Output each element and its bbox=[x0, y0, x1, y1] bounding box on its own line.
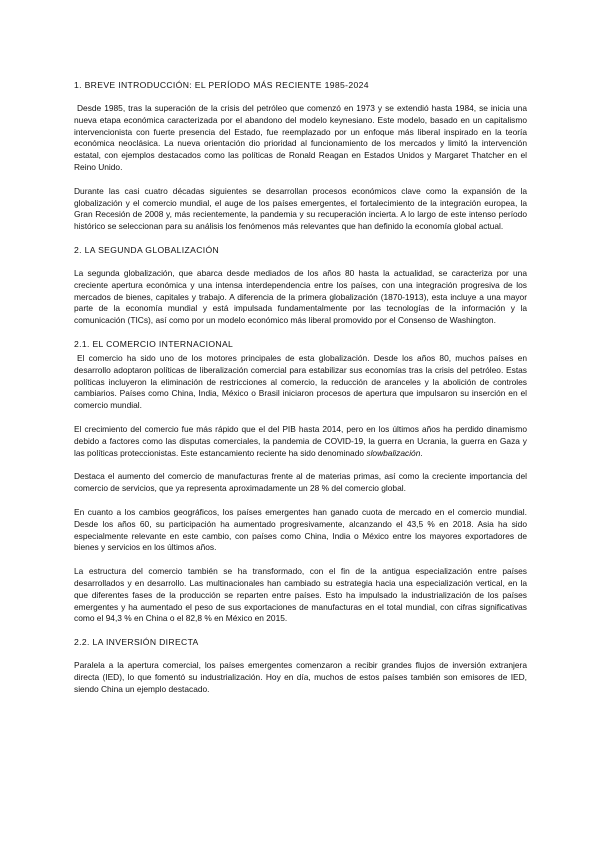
slowbalization-term: slowbalización bbox=[366, 447, 421, 458]
paragraph-trade-2-end: . bbox=[420, 447, 423, 458]
heading-2-1-international-trade: 2.1. EL COMERCIO INTERNACIONAL bbox=[74, 338, 234, 349]
paragraph-trade-4: En cuanto a los cambios geográficos, los países emergentes han ganado cuota de mercado en el comercio mundial. Desde los años 60, su participación ha aumentado progresivamente, alcanzando el 43,5 % en 2018. Asia ha sido especialmente relevante en este cambio, con países como China, India o México entre los mayores exportadores de bienes y servicios en los últimos años. bbox=[74, 506, 527, 553]
paragraph-investment-1: Paralela a la apertura comercial, los países emergentes comenzaron a recibir grandes flujos de inversión extranjera directa (IED), lo que fomentó su industrialización. Hoy en día, muchos de estos países también son emisores de IED, siendo China un ejemplo destacado. bbox=[74, 660, 527, 694]
paragraph-intro-2: Durante las casi cuatro décadas siguientes se desarrollan procesos económicos clave como la expansión de la globalización y el comercio mundial, el auge de los países emergentes, el fortalecimiento de la integración europea, la Gran Recesión de 2008 y, más recientemente, la pandemia y su recuperación incierta. A lo largo de este intenso período histórico se seleccionan para su análisis los fenómenos más relevantes que han definido la economía global actual. bbox=[74, 185, 527, 232]
heading-2-2-direct-investment: 2.2. LA INVERSIÓN DIRECTA bbox=[74, 637, 199, 648]
paragraph-trade-5: La estructura del comercio también se ha transformado, con el fin de la antigua especialización entre países desarrollados y en desarrollo. Las multinacionales han cambiado su estrategia hacia una especialización vertical, en la que diferentes fases de la producción se reparten entre países. Esto ha impulsado la industrialización de los países emergentes y ha aumentado el peso de sus exportaciones de manufacturas en el total mundial, con cifras significativas como el 94,3 % en China o el 82,8 % en México en 2015. bbox=[74, 566, 527, 624]
document-body bbox=[74, 80, 527, 707]
heading-1-intro: 1. BREVE INTRODUCCIÓN: EL PERÍODO MÁS RECIENTE 1985-2024 bbox=[74, 80, 369, 90]
heading-2-globalization: 2. LA SEGUNDA GLOBALIZACIÓN bbox=[74, 244, 220, 255]
paragraph-trade-3: Destaca el aumento del comercio de manufacturas frente al de materias primas, así como la creciente importancia del comercio de servicios, que ya representa aproximadamente un 28 % del comercio global. bbox=[74, 471, 527, 494]
paragraph-trade-2-text: El crecimiento del comercio fue más rápido que el del PIB hasta 2014, pero en los últimos años ha perdido dinamismo debido a factores como las disputas comerciales, la pandemia de COVID-19, la guerra en Ucrania, la guerra en Gaza y las políticas proteccionistas. Este estancamiento reciente ha sido denominado bbox=[74, 423, 527, 458]
paragraph-intro-1: Desde 1985, tras la superación de la crisis del petróleo que comenzó en 1973 y se extendió hasta 1984, se inicia una nueva etapa económica caracterizada por el abandono del modelo keynesiano. Este modelo, basado en un capitalismo intervencionista con fuerte presencia del Estado, fue reemplazado por un enfoque más liberal inspirado en la teoría económica neoclásica. La nueva orientación dio prioridad al funcionamiento de los mercados y limitó la intervención estatal, con ejemplos destacados como las políticas de Ronald Reagan en Estados Unidos y Margaret Thatcher en el Reino Unido. bbox=[74, 103, 527, 172]
paragraph-trade-1: El comercio ha sido uno de los motores principales de esta globalización. Desde los años 80, muchos países en desarrollo adoptaron políticas de liberalización comercial para estabilizar sus economías tras la crisis del petróleo. Estas políticas incluyeron la eliminación de restricciones al comercio, la reducción de aranceles y la abolición de controles cambiarios. Países como China, India, México o Brasil iniciaron procesos de apertura que impulsaron su inserción en el comercio mundial. bbox=[74, 352, 527, 411]
paragraph-globalization-1: La segunda globalización, que abarca desde mediados de los años 80 hasta la actualidad, se caracteriza por una creciente apertura económica y una intensa interdependencia entre los países, con una integración progresiva de los mercados de bienes, capitales y trabajo. A diferencia de la primera globalización (1870-1913), esta incluye a una mayor parte de la economía mundial y está impulsada fundamentalmente por las tecnologías de la información y la comunicación (TICs), así como por un modelo económico más liberal promovido por el Consenso de Washington. bbox=[74, 267, 527, 326]
paragraph-trade-2 bbox=[74, 424, 527, 459]
